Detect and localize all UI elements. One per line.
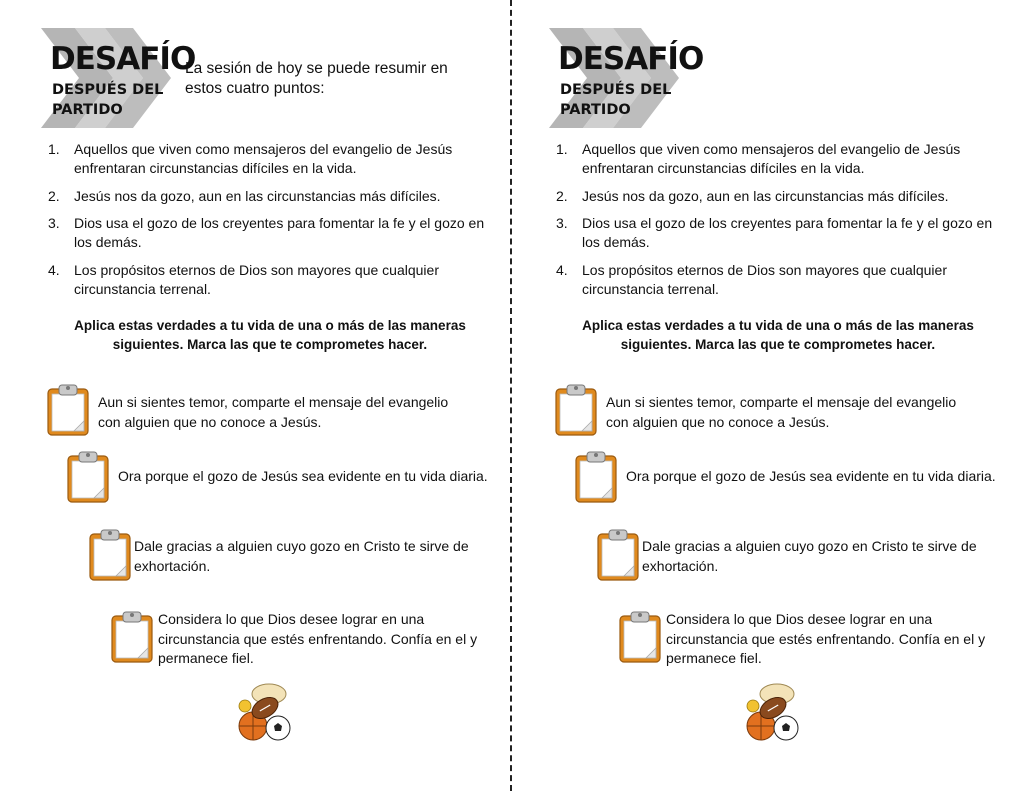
list-item	[48, 261, 488, 299]
list-item	[556, 261, 996, 299]
logo-subtitle-line1: DESPUÉS DEL	[560, 82, 672, 98]
point-text: Los propósitos eternos de Dios son mayores que cualquier circunstancia terrenal.	[74, 261, 439, 297]
clipboard-icon[interactable]	[110, 610, 154, 664]
clipboard-icon[interactable]	[46, 383, 90, 437]
point-number: 4.	[48, 261, 60, 278]
sports-balls-icon	[744, 678, 804, 742]
point-number: 4.	[556, 261, 568, 278]
task-text: Considera lo que Dios desee lograr en una circunstancia que estés enfrentando. Confía en el y permanece fiel.	[158, 611, 478, 666]
sports-balls-icon	[236, 678, 296, 742]
logo-subtitle-line2: PARTIDO	[560, 102, 631, 118]
task-text: Dale gracias a alguien cuyo gozo en Cristo te sirve de exhortación.	[642, 538, 977, 574]
list-item	[556, 214, 996, 252]
task-text: Aun si sientes temor, comparte el mensaje del evangelio con alguien que no conoce a Jesús.	[606, 394, 957, 430]
apply-instructions: Aplica estas verdades a tu vida de una o más de las maneras siguientes. Marca las que te comprometes hacer.	[582, 318, 974, 352]
point-text: Aquellos que viven como mensajeros del evangelio de Jesús enfrentaran circunstancias difíciles en la vida.	[74, 141, 453, 176]
list-item	[48, 214, 488, 252]
point-number: 3.	[48, 215, 60, 231]
point-number: 2.	[48, 187, 60, 204]
point-text: Dios usa el gozo de los creyentes para fomentar la fe y el gozo en los demás.	[582, 215, 993, 250]
clipboard-icon[interactable]	[66, 450, 110, 504]
logo-subtitle	[560, 80, 671, 120]
right-page	[538, 0, 1018, 791]
apply-instructions: Aplica estas verdades a tu vida de una o más de las maneras siguientes. Marca las que te comprometes hacer.	[74, 318, 466, 352]
task-text: Aun si sientes temor, comparte el mensaje del evangelio con alguien que no conoce a Jesús.	[98, 394, 449, 430]
clipboard-icon[interactable]	[88, 528, 132, 582]
intro-text: La sesión de hoy se puede resumir en estos cuatro puntos:	[185, 60, 448, 97]
list-item	[556, 187, 996, 206]
logo-subtitle-line2: PARTIDO	[52, 102, 123, 118]
point-text: Jesús nos da gozo, aun en las circunstancias más difíciles.	[582, 187, 949, 204]
list-item	[48, 140, 488, 178]
page-divider	[510, 0, 512, 791]
list-item	[556, 140, 996, 178]
point-text: Los propósitos eternos de Dios son mayores que cualquier circunstancia terrenal.	[582, 261, 947, 297]
point-text: Jesús nos da gozo, aun en las circunstancias más difíciles.	[74, 187, 441, 204]
point-text: Dios usa el gozo de los creyentes para fomentar la fe y el gozo en los demás.	[74, 215, 485, 250]
task-text: Ora porque el gozo de Jesús sea evidente en tu vida diaria.	[118, 468, 488, 484]
clipboard-icon[interactable]	[596, 528, 640, 582]
logo-subtitle-line1: DESPUÉS DEL	[52, 82, 164, 98]
point-number: 3.	[556, 215, 568, 231]
logo-title: DESAFÍO	[558, 41, 704, 77]
clipboard-icon[interactable]	[554, 383, 598, 437]
logo-title: DESAFÍO	[50, 41, 196, 77]
points-list	[556, 140, 996, 307]
task-text: Considera lo que Dios desee lograr en una circunstancia que estés enfrentando. Confía en el y permanece fiel.	[666, 611, 986, 666]
points-list	[48, 140, 488, 307]
point-number: 1.	[48, 141, 60, 157]
logo-subtitle	[52, 80, 163, 120]
point-text: Aquellos que viven como mensajeros del evangelio de Jesús enfrentaran circunstancias difíciles en la vida.	[582, 141, 961, 176]
clipboard-icon[interactable]	[574, 450, 618, 504]
list-item	[48, 187, 488, 206]
task-text: Ora porque el gozo de Jesús sea evidente en tu vida diaria.	[626, 468, 996, 484]
clipboard-icon[interactable]	[618, 610, 662, 664]
point-number: 2.	[556, 187, 568, 204]
point-number: 1.	[556, 141, 568, 157]
task-text: Dale gracias a alguien cuyo gozo en Cristo te sirve de exhortación.	[134, 538, 469, 574]
left-page	[30, 0, 510, 791]
